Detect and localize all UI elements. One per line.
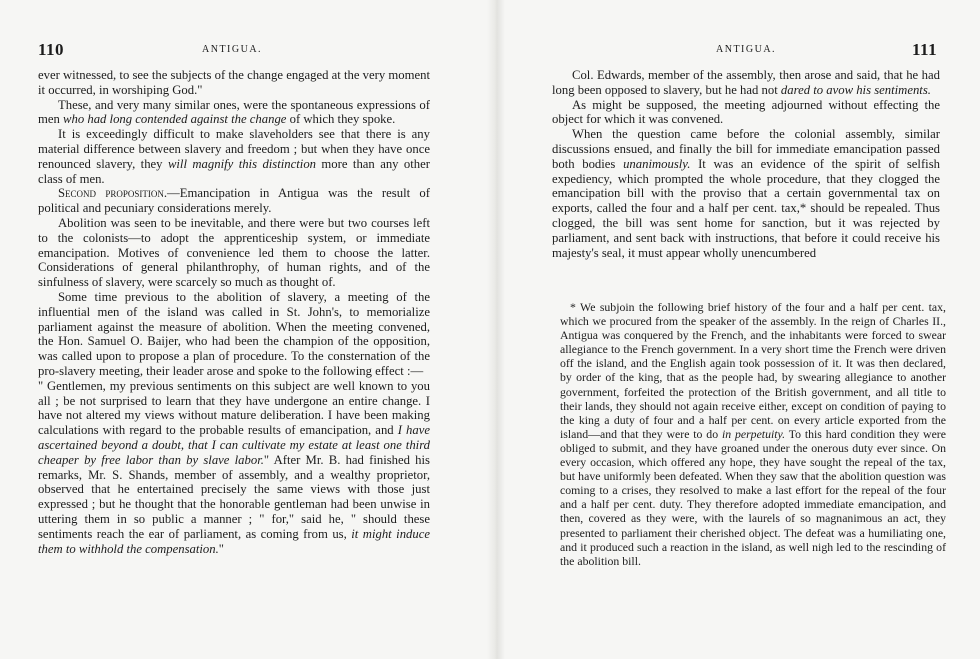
paragraph: ever witnessed, to see the subjects of the change engaged at the very moment it occurred, in worshiping God." [38,68,430,97]
left-page-number: 110 [38,40,65,59]
left-running-head: ANTIGUA. [202,44,263,55]
paragraph: Abolition was seen to be inevitable, and there were but two courses left to the colonists—to adopt the apprenticeship system, or immediate emancipation. Motives of convenience led them to choose the latter. Considerations of general philanthrophy, of human rights, and of the sinfulness of slavery, were scarcely so much as thought of. [38,215,430,290]
quoted-speech: " Gentlemen, my previous sentiments on this subject are well known to you all ; be not surprised to learn that they have undergone an entire change. I have not altered my views without mature deliberation. I have been making calculations with regard to the probable results of emancipation, and I have ascertained beyond a doubt, that I can cultivate my estate at least one third cheaper by free labor than by slave labor." After Mr. B. had finished his remarks, Mr. S. Shands, member of assembly, and a wealthy proprietor, observed that he entertained precisely the same views with those just expressed ; but he thought that the honorable gentleman had been unwise in uttering them in so public a manner ; " for," said he, " should these sentiments reach the ear of parliament, as coming from us, it might induce them to withhold the compensation." [38,378,430,556]
paragraph: Some time previous to the abolition of slavery, a meeting of the influential men of the island was called in St. John's, to memorialize parliament against the measure of abolition. When the meeting convened, the Hon. Samuel O. Baijer, who had been the champion of the opposition, was called upon to propose a plan of procedure. To the consternation of the pro-slavery meeting, their leader arose and spoke to the following effect :— [38,289,430,378]
book-spine [487,0,505,659]
second-proposition: Second proposition.—Emancipation in Antigua was the result of political and pecuniary considerations merely. [38,186,430,216]
left-page [0,0,470,659]
paragraph: As might be supposed, the meeting adjourned without effecting the object for which it was convened. [552,97,940,127]
left-body-text [38,68,430,556]
paragraph: Col. Edwards, member of the assembly, then arose and said, that he had long been opposed to slavery, but he had not dared to avow his sentiments. [552,68,940,97]
paragraph: It is exceedingly difficult to make slaveholders see that there is any material difference between slavery and freedom ; but when they have once renounced slavery, they will magnify this distinction more than any other class of men. [38,127,430,186]
right-page [520,0,980,659]
right-page-number: 111 [912,40,938,59]
footnote [560,300,946,568]
footnote-text: * We subjoin the following brief history of the four and a half per cent. tax, which we procured from the speaker of the assembly. In the reign of Charles II., Antigua was conquered by the French, and the inhabitants were forced to swear allegiance to the French government. In a very short time the French were driven off the island, and the English again took possession of it. It was then declared, by order of the king, that as the people had, by swearing allegiance to another government, forfeited the protection of the British government, and all title to their lands, they should not again receive either, except on condition of paying to the king a duty of four and a half per cent. on every article exported from the island—and that they were to do in perpetuity. To this hard condition they were obliged to submit, and they have groaned under the onerous duty ever since. On every occasion, which offered any hope, they have sought the repeal of the tax, but have uniformly been defeated. When they saw that the abolition question was coming to a crises, they resolved to make a last effort for the repeal of the four and a half per cent. duty. They therefore adopted immediate emancipation, and then, covered as they were, with the laurels of so magnanimous an act, they presented to parliament their cherished object. The defeat was a humiliating one, and it produced such a reaction in the island, as well nigh led to the rescinding of the abolition bill. [560,300,946,568]
paragraph: When the question came before the colonial assembly, similar discussions ensued, and finally the bill for immediate emancipation passed both bodies unanimously. It was an evidence of the spirit of selfish expediency, which prompted the whole procedure, that they clogged the emancipation bill with the proviso that a certain governmental tax on exports, called the four and a half per cent. tax,* should be repealed. Thus clogged, the bill was sent home for sanction, but it was rejected by parliament, and sent back with instructions, that before it could receive his majesty's seal, it must appear wholly unencumbered [552,127,940,260]
right-body-text [552,68,940,260]
right-running-head: ANTIGUA. [716,44,777,55]
paragraph: These, and very many similar ones, were the spontaneous expressions of men who had long contended against the change of which they spoke. [38,97,430,127]
